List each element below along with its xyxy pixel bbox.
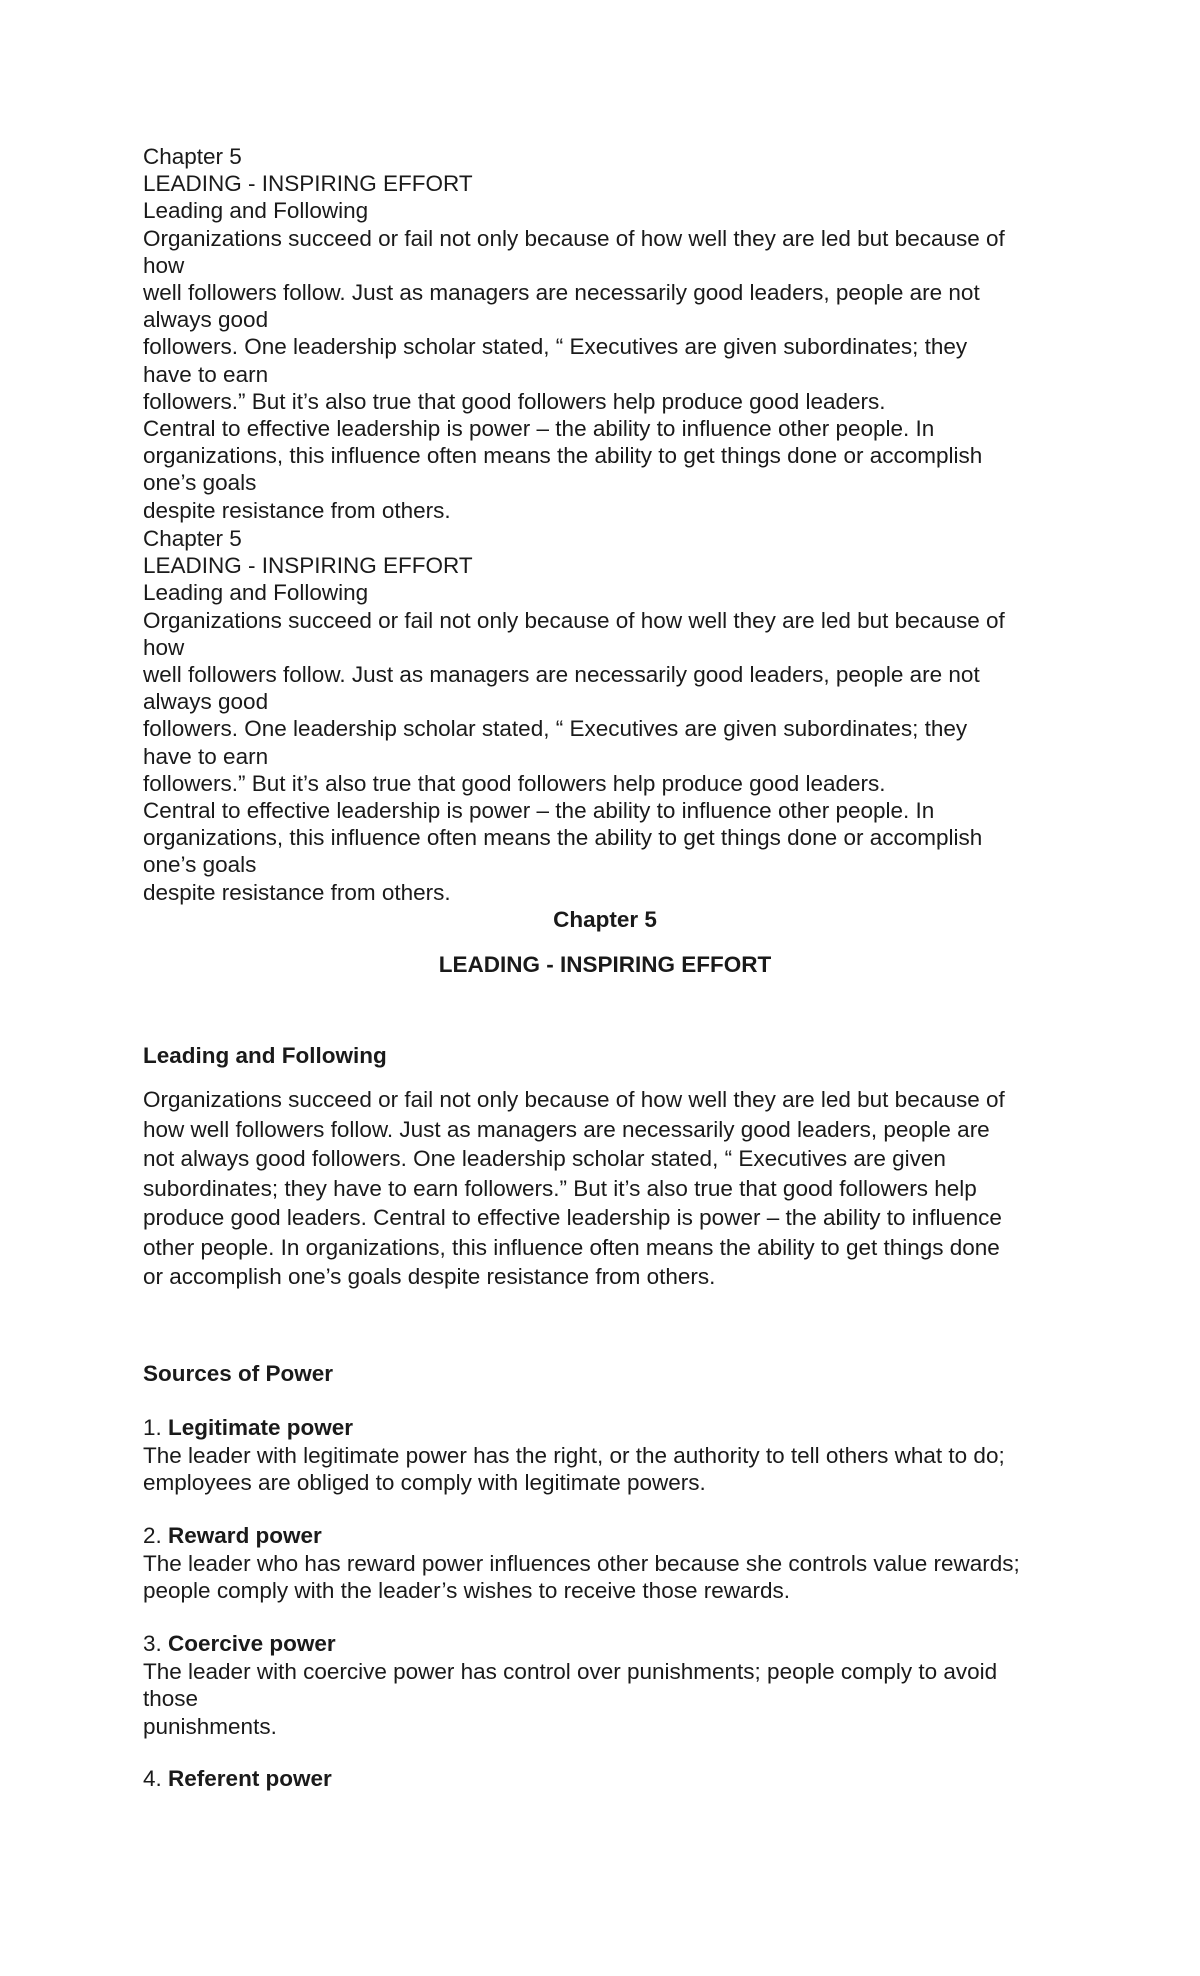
text-line: one’s goals: [143, 470, 257, 496]
raw-text-block-2: [143, 525, 1073, 906]
source-item-referent: [143, 1765, 1073, 1793]
chapter-label: Chapter 5: [553, 907, 657, 932]
text-line: have to earn: [143, 743, 269, 769]
text-line: always good: [143, 689, 269, 715]
section-heading-leading: Leading and Following: [143, 1043, 387, 1068]
text-line: followers. One leadership scholar stated, “ Executives are given subordinates; they: [143, 334, 968, 360]
text-line: Organizations succeed or fail not only because of how well they are led but because of: [143, 1087, 1005, 1112]
text-line: despite resistance from others.: [143, 879, 451, 905]
text-line: followers.” But it’s also true that good followers help produce good leaders.: [143, 388, 886, 414]
text-line: one’s goals: [143, 852, 257, 878]
text-line: punishments.: [143, 1713, 277, 1739]
text-line: Organizations succeed or fail not only because of how well they are led but because of: [143, 225, 1005, 251]
text-line: despite resistance from others.: [143, 497, 451, 523]
text-line: always good: [143, 307, 269, 333]
raw-text-block-1: [143, 143, 1073, 524]
text-line: have to earn: [143, 361, 269, 387]
text-line: organizations, this influence often means the ability to get things done or accomplish: [143, 443, 983, 469]
text-line: followers. One leadership scholar stated, “ Executives are given subordinates; they: [143, 716, 968, 742]
text-line: or accomplish one’s goals despite resistance from others.: [143, 1264, 716, 1289]
item-number: 3.: [143, 1631, 162, 1656]
item-number: 2.: [143, 1523, 162, 1548]
text-line: Chapter 5: [143, 526, 242, 551]
text-line: how well followers follow. Just as managers are necessarily good leaders, people are: [143, 1116, 990, 1142]
item-term: Legitimate power: [168, 1415, 354, 1440]
text-line: produce good leaders. Central to effective leadership is power – the ability to influence: [143, 1205, 1002, 1230]
text-line: well followers follow. Just as managers are necessarily good leaders, people are not: [143, 662, 980, 688]
text-line: Organizations succeed or fail not only because of how well they are led but because of: [143, 607, 1005, 633]
text-line: LEADING - INSPIRING EFFORT: [143, 553, 473, 579]
text-line: Leading and Following: [143, 580, 369, 606]
text-line: organizations, this influence often means the ability to get things done or accomplish: [143, 825, 983, 851]
text-line: subordinates; they have to earn followers.” But it’s also true that good followers help: [143, 1175, 977, 1201]
section-heading-sources: Sources of Power: [143, 1361, 334, 1386]
text-line: other people. In organizations, this influence often means the ability to get things done: [143, 1234, 1000, 1260]
text-line: followers.” But it’s also true that good followers help produce good leaders.: [143, 770, 886, 796]
text-line: LEADING - INSPIRING EFFORT: [143, 171, 473, 197]
text-line: how: [143, 634, 185, 660]
text-line: Central to effective leadership is power – the ability to influence other people. In: [143, 416, 935, 442]
source-item-coercive: [143, 1630, 1073, 1740]
item-number: 1.: [143, 1415, 162, 1440]
item-number: 4.: [143, 1766, 162, 1791]
text-line: well followers follow. Just as managers are necessarily good leaders, people are not: [143, 280, 980, 306]
text-line: employees are obliged to comply with legitimate powers.: [143, 1470, 706, 1495]
text-line: how: [143, 252, 185, 278]
section-paragraph-leading: [143, 1085, 1073, 1292]
text-line: The leader who has reward power influences other because she controls value rewards;: [143, 1550, 1020, 1576]
item-term: Coercive power: [168, 1631, 336, 1656]
text-line: The leader with legitimate power has the right, or the authority to tell others what to do;: [143, 1442, 1005, 1468]
text-line: The leader with coercive power has control over punishments; people comply to avoid: [143, 1658, 998, 1684]
item-term: Reward power: [168, 1523, 322, 1548]
text-line: people comply with the leader’s wishes to receive those rewards.: [143, 1578, 790, 1603]
source-item-reward: [143, 1522, 1073, 1605]
text-line: not always good followers. One leadership scholar stated, “ Executives are given: [143, 1146, 946, 1171]
text-line: Leading and Following: [143, 198, 369, 224]
source-item-legitimate: [143, 1414, 1073, 1497]
text-line: those: [143, 1686, 199, 1711]
item-term: Referent power: [168, 1766, 332, 1791]
text-line: Central to effective leadership is power – the ability to influence other people. In: [143, 798, 935, 824]
text-line: Chapter 5: [143, 144, 242, 169]
chapter-title: LEADING - INSPIRING EFFORT: [438, 952, 772, 977]
